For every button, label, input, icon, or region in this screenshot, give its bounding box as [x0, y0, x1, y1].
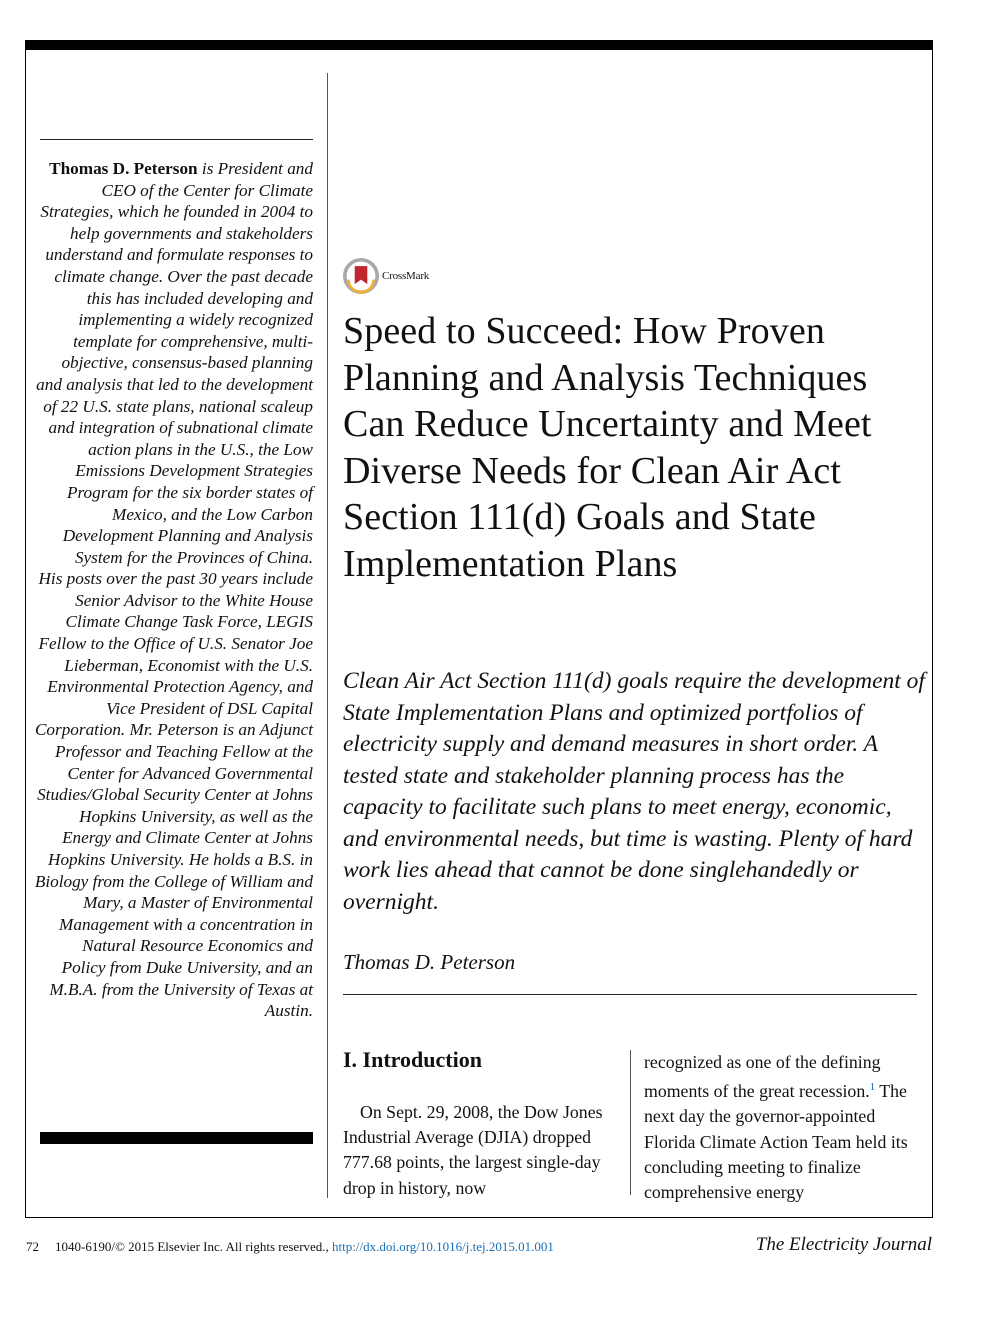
author-rule — [343, 994, 917, 995]
article-author: Thomas D. Peterson — [343, 950, 516, 974]
intro-paragraph-2-text: recognized as one of the defining moments of the great recession. — [644, 1052, 881, 1102]
intro-paragraph-2-cont: The next day the governor-appointed Florida Climate Action Team held its concluding meeting to finalize comprehensive energy — [644, 1081, 908, 1202]
footer-left — [26, 1239, 554, 1255]
frame-right-border — [932, 50, 933, 1218]
article-abstract: Clean Air Act Section 111(d) goals require the development of State Implementation Plans and optimized portfolios of electricity supply and demand measures in short order. A tested state and stakeholder planning process has the capacity to facilitate such plans to meet energy, economic, and environmental needs, but time is wasting. Plenty of hard work lies ahead that cannot be done singlehandedly or overnight. — [343, 668, 925, 915]
crossmark-label: CrossMark — [382, 270, 430, 282]
section-heading-introduction: I. Introduction — [343, 1047, 482, 1072]
journal-name: The Electricity Journal — [755, 1234, 932, 1255]
footnote-ref[interactable]: 1 — [869, 1081, 876, 1094]
page-number: 72 — [26, 1239, 39, 1254]
author-bio — [34, 158, 313, 1022]
inner-column-divider — [630, 1050, 631, 1195]
crossmark-icon — [343, 258, 379, 294]
bio-text: is President and CEO of the Center for Climate Strategies, which he founded in 2004 to help governments and stakeholders understand and formulate responses to climate change. Over the past decade this has included developing and implementing a widely recognized template for comprehensive, multi-objective, consensus-based planning and analysis that led to the development of 22 U.S. state plans, national scaleup and integration of subnational climate action plans in the U.S., the Low Emissions Development Strategies Program for the six border states of Mexico, and the Low Carbon Development Planning and Analysis System for the Provinces of China. — [36, 159, 313, 567]
bio-author-name: Thomas D. Peterson — [49, 159, 198, 178]
frame-bottom-border — [25, 1217, 933, 1218]
article-title: Speed to Succeed: How Proven Planning and Analysis Techniques Can Reduce Uncertainty and Meet Diverse Needs for Clean Air Act Section 111(d) Goals and State Implementation Plans — [343, 310, 872, 585]
intro-paragraph-2 — [644, 1050, 924, 1205]
frame-left-border — [25, 50, 26, 1218]
bio-text-2: His posts over the past 30 years include Senior Advisor to the White House Climate Change Task Force, LEGIS Fellow to the Office of U.S. Senator Joe Lieberman, Economist with the U.S. Environmental Protection Agency, and Vice President of DSL Capital Corporation. Mr. Peterson is an Adjunct Professor and Teaching Fellow at the Center for Advanced Governmental Studies/Global Security Center at Johns Hopkins University, as well as the Energy and Climate Center at Johns Hopkins University. He holds a B.S. in Biology from the College of William and Mary, a Master of Environmental Management with a concentration in Natural Resource Economics and Policy from Duke University, and an M.B.A. from the University of Texas at Austin. — [34, 569, 313, 1021]
crossmark-badge[interactable] — [343, 256, 473, 296]
intro-paragraph-1: On Sept. 29, 2008, the Dow Jones Industrial Average (DJIA) dropped 777.68 points, the largest single-day drop in history, now — [343, 1102, 603, 1198]
column-divider — [327, 73, 328, 1198]
bio-bottom-bar — [40, 1132, 313, 1144]
top-black-bar — [25, 40, 933, 50]
footer-copyright: 1040-6190/© 2015 Elsevier Inc. All rights reserved., — [55, 1239, 333, 1254]
bio-top-rule — [40, 139, 313, 140]
doi-link[interactable]: http://dx.doi.org/10.1016/j.tej.2015.01.001 — [332, 1239, 554, 1254]
